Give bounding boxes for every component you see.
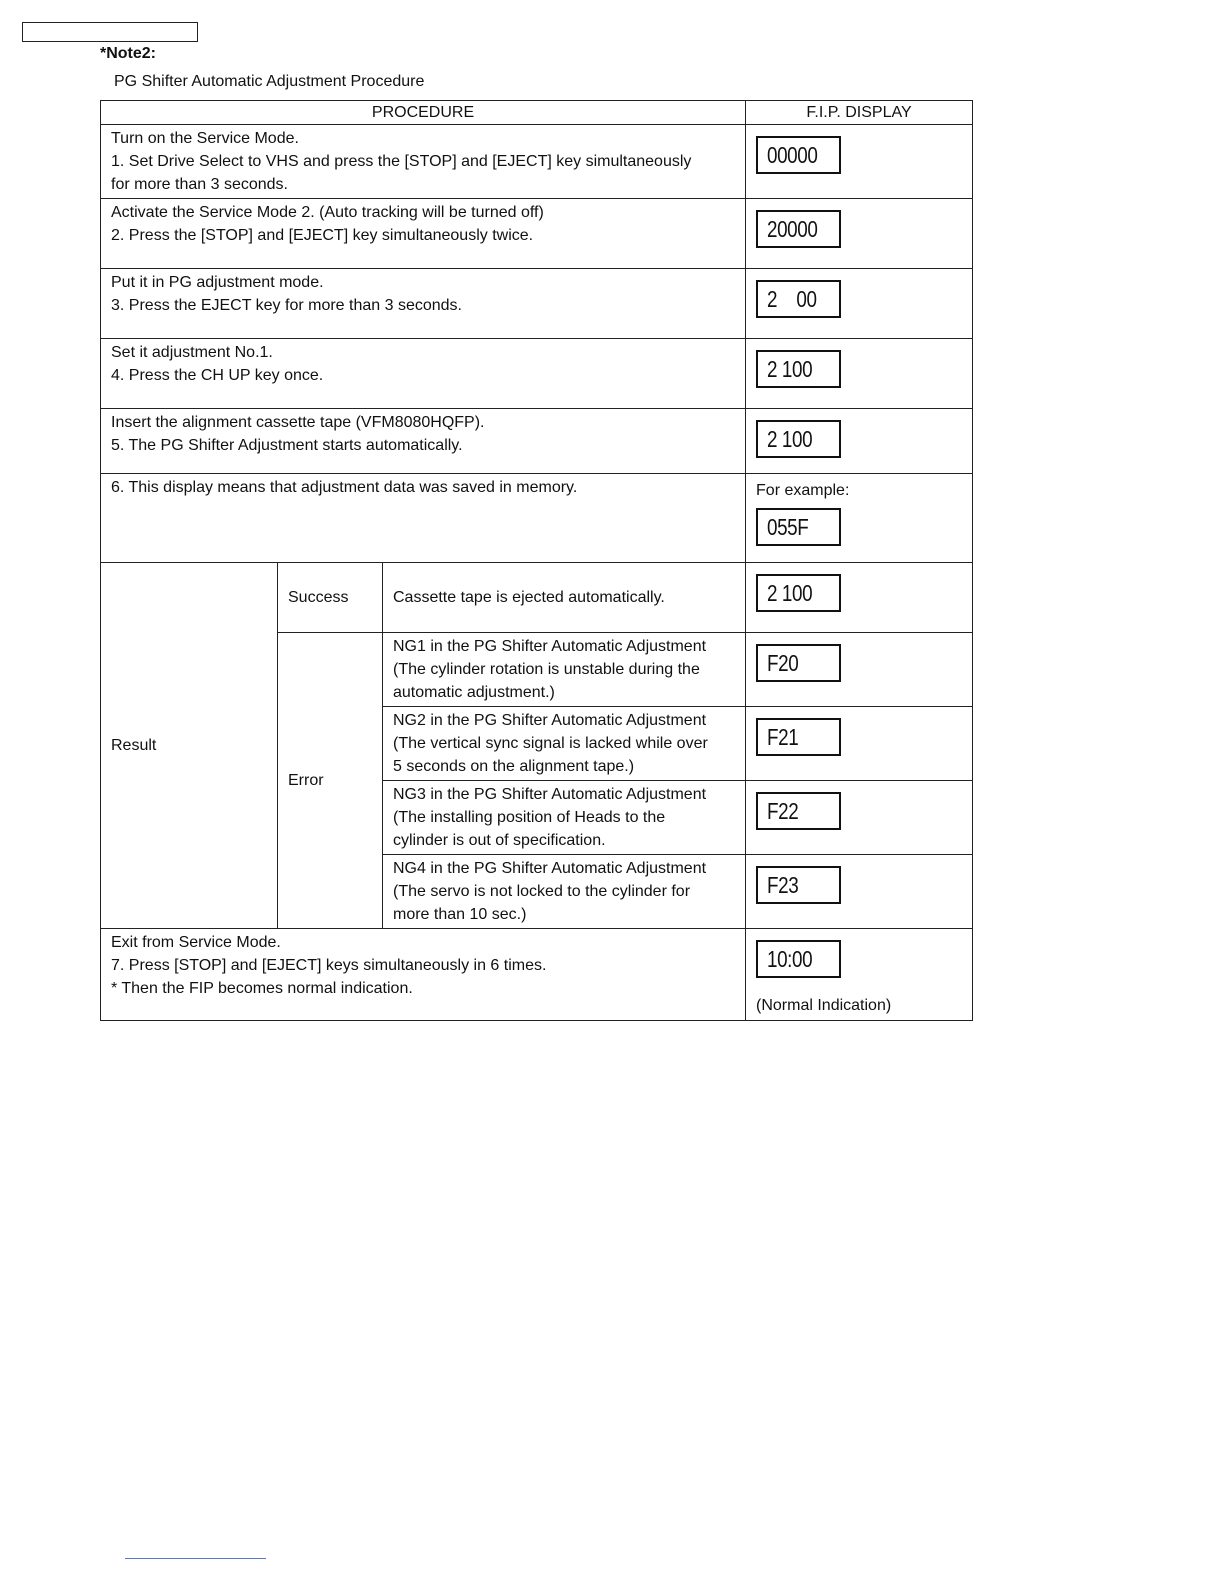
fip-lcd: 055F	[756, 508, 841, 546]
error-2-display	[746, 707, 973, 781]
success-display	[746, 563, 973, 633]
table-row	[101, 125, 973, 199]
step-1-text: Turn on the Service Mode. 1. Set Drive Select to VHS and press the [STOP] and [EJECT] key simultaneously for more than 3 seconds.	[101, 125, 746, 199]
error-4-display	[746, 855, 973, 929]
table-row	[101, 199, 973, 269]
error-3-text: NG3 in the PG Shifter Automatic Adjustment (The installing position of Heads to the cylinder is out of specification.	[383, 781, 746, 855]
fip-lcd: F23	[756, 866, 841, 904]
result-label: Result	[101, 563, 278, 929]
table-row	[101, 929, 973, 1021]
adjustment-table	[100, 100, 973, 1021]
fip-header: F.I.P. DISPLAY	[746, 101, 973, 125]
step-2-display	[746, 199, 973, 269]
success-label: Success	[278, 563, 383, 633]
table-row	[101, 474, 973, 563]
procedure-title: PG Shifter Automatic Adjustment Procedure	[114, 73, 425, 90]
example-caption: For example:	[756, 482, 850, 499]
step-4-display	[746, 339, 973, 409]
table-header-row	[101, 101, 973, 125]
procedure-header: PROCEDURE	[101, 101, 746, 125]
fip-lcd: 2 100	[756, 574, 841, 612]
error-3-display	[746, 781, 973, 855]
footer-link-line	[125, 1558, 266, 1559]
step-2-text: Activate the Service Mode 2. (Auto tracking will be turned off) 2. Press the [STOP] and [EJECT] key simultaneously twice.	[101, 199, 746, 269]
step-1-display	[746, 125, 973, 199]
error-label: Error	[278, 633, 383, 929]
step-6-display	[746, 474, 973, 563]
normal-indication-caption: (Normal Indication)	[756, 997, 892, 1014]
step-5-text: Insert the alignment cassette tape (VFM8080HQFP). 5. The PG Shifter Adjustment starts automatically.	[101, 409, 746, 474]
success-text: Cassette tape is ejected automatically.	[383, 563, 746, 633]
error-1-text: NG1 in the PG Shifter Automatic Adjustment (The cylinder rotation is unstable during the automatic adjustment.)	[383, 633, 746, 707]
fip-lcd: 2 100	[756, 350, 841, 388]
table-row	[101, 409, 973, 474]
fip-lcd: 2 00	[756, 280, 841, 318]
error-1-display	[746, 633, 973, 707]
step-7-text: Exit from Service Mode. 7. Press [STOP] and [EJECT] keys simultaneously in 6 times. * Then the FIP becomes normal indication.	[101, 929, 746, 1021]
table-row	[101, 339, 973, 409]
header-box	[22, 22, 198, 42]
step-6-text: 6. This display means that adjustment data was saved in memory.	[101, 474, 746, 563]
fip-lcd: F21	[756, 718, 841, 756]
step-3-text: Put it in PG adjustment mode. 3. Press the EJECT key for more than 3 seconds.	[101, 269, 746, 339]
note-label: *Note2:	[100, 45, 157, 62]
fip-lcd: 20000	[756, 210, 841, 248]
fip-lcd: 10:00	[756, 940, 841, 978]
error-2-text: NG2 in the PG Shifter Automatic Adjustment (The vertical sync signal is lacked while over 5 seconds on the alignment tape.)	[383, 707, 746, 781]
step-3-display	[746, 269, 973, 339]
table-row	[101, 563, 973, 633]
table-row	[101, 269, 973, 339]
fip-lcd: 2 100	[756, 420, 841, 458]
fip-lcd: 00000	[756, 136, 841, 174]
fip-lcd: F22	[756, 792, 841, 830]
fip-lcd: F20	[756, 644, 841, 682]
step-7-display	[746, 929, 973, 1021]
step-5-display	[746, 409, 973, 474]
error-4-text: NG4 in the PG Shifter Automatic Adjustment (The servo is not locked to the cylinder for more than 10 sec.)	[383, 855, 746, 929]
step-4-text: Set it adjustment No.1. 4. Press the CH UP key once.	[101, 339, 746, 409]
